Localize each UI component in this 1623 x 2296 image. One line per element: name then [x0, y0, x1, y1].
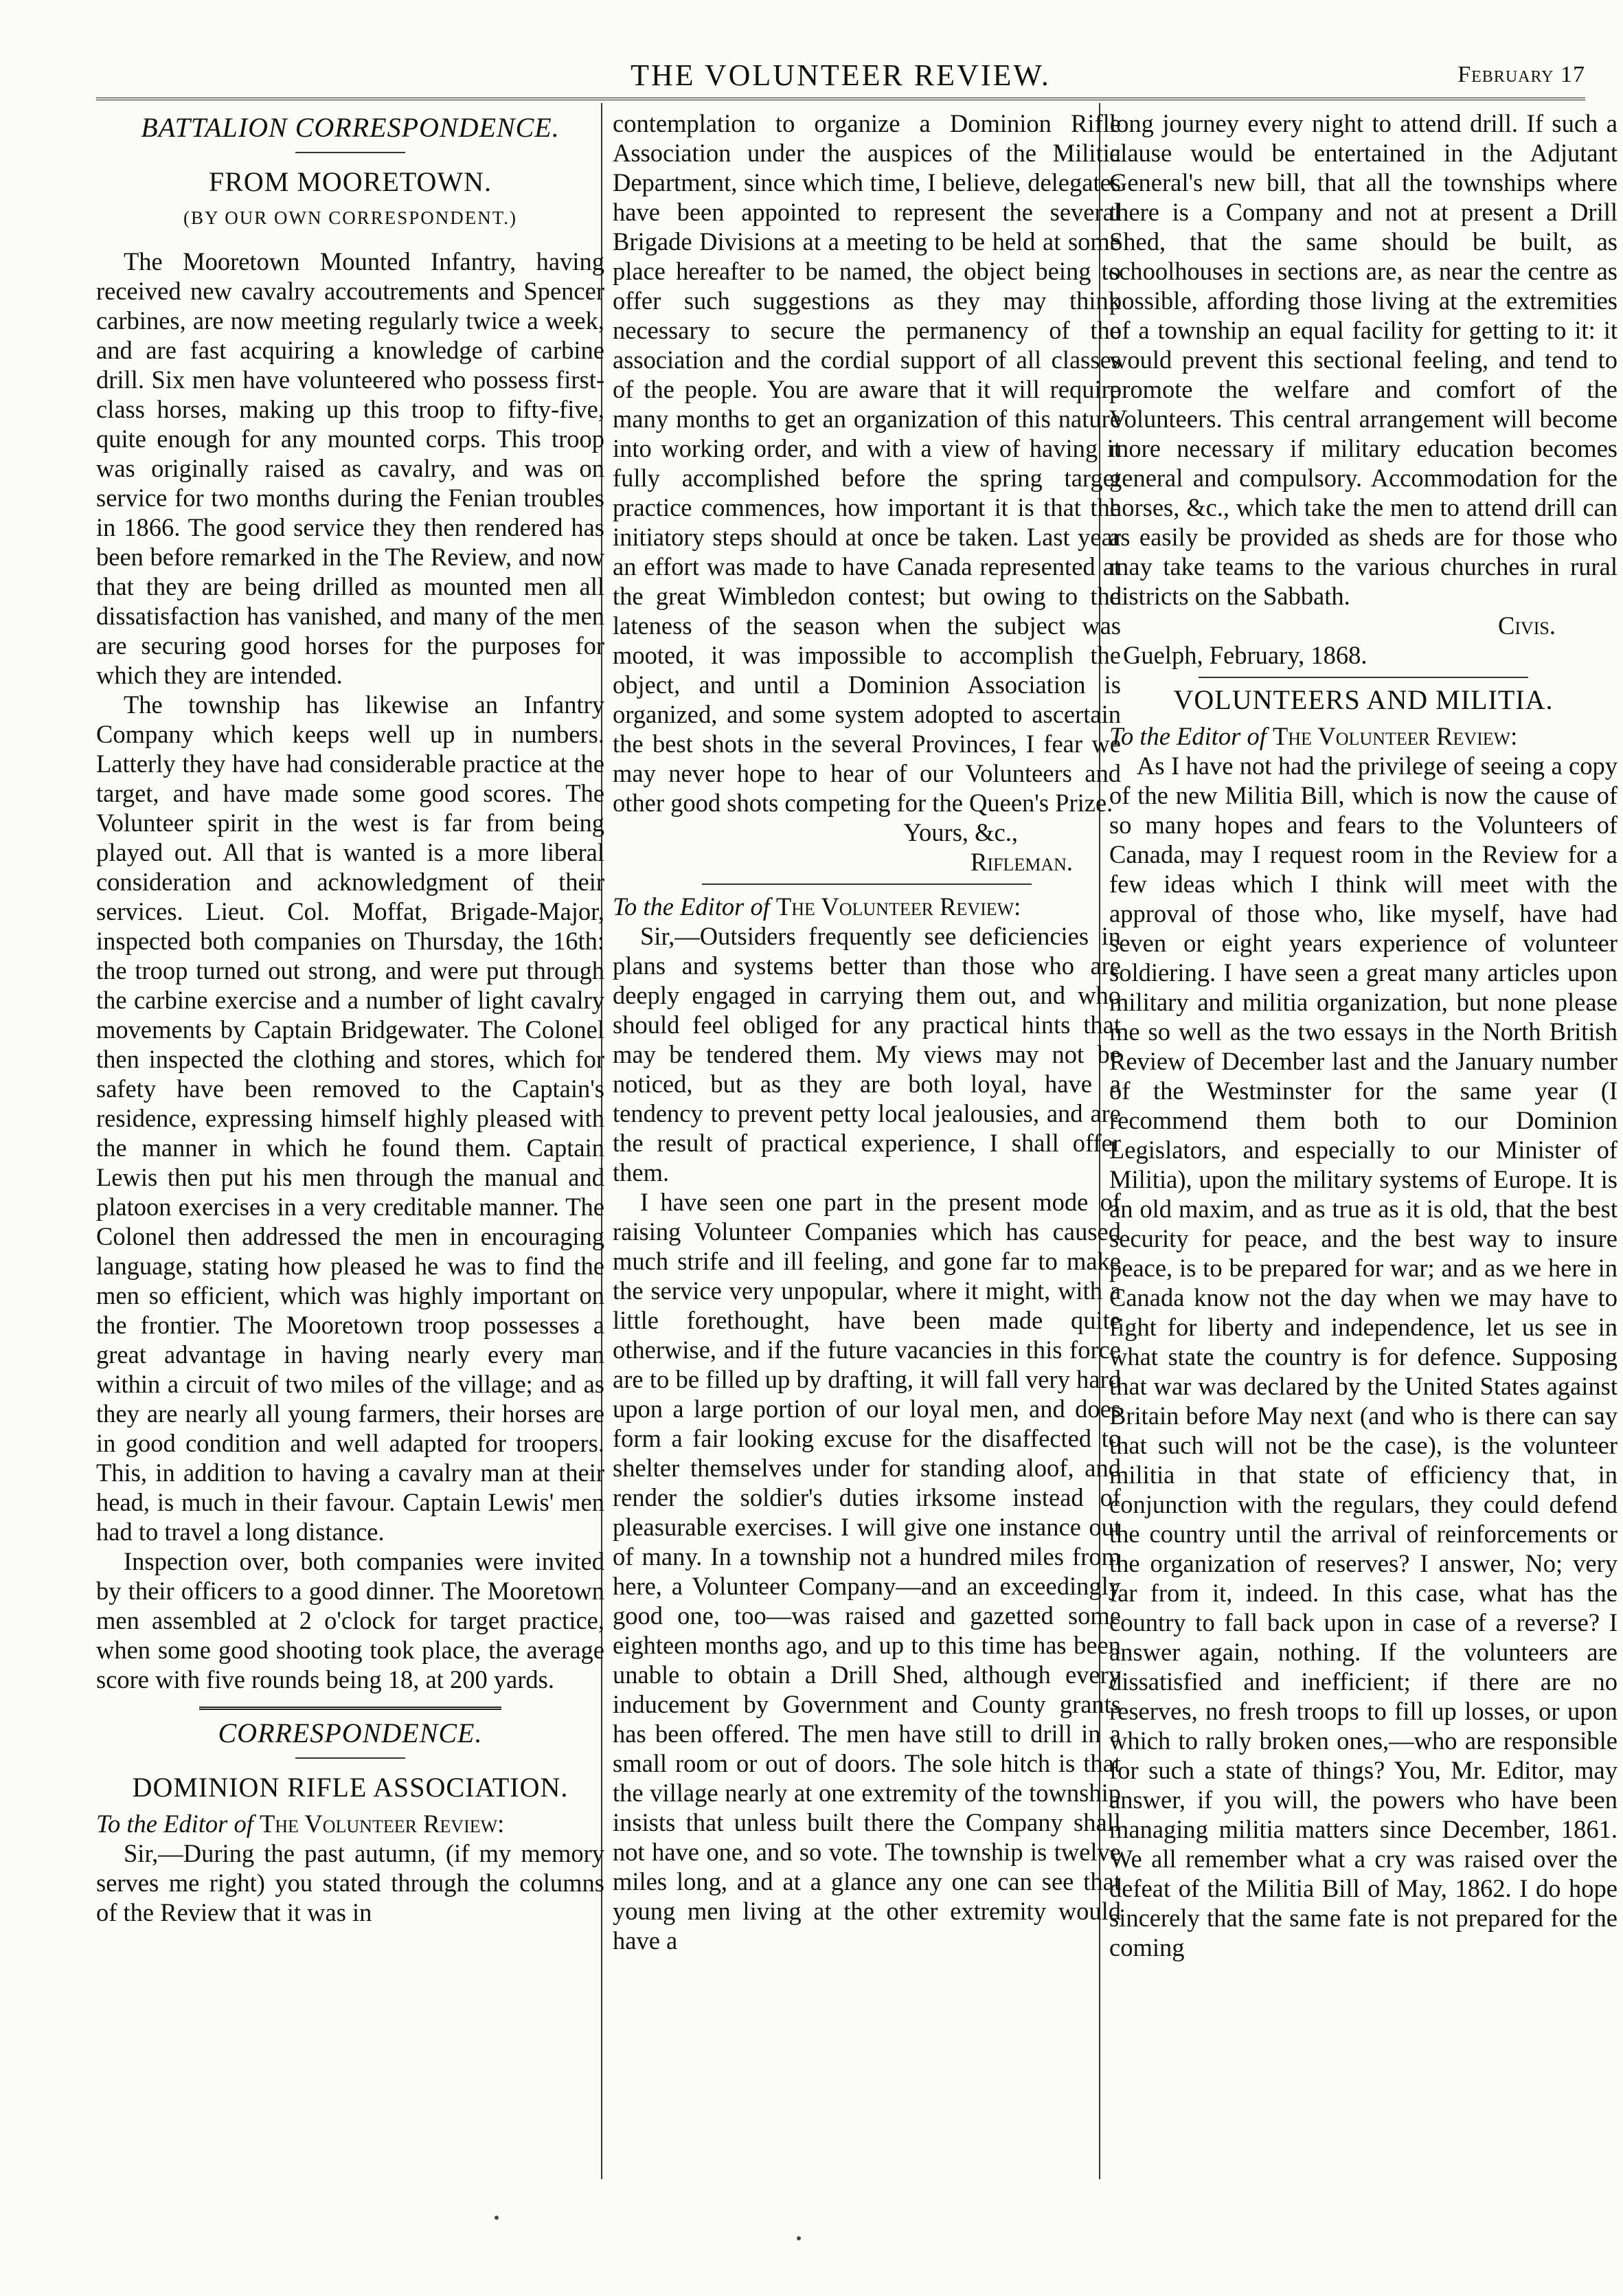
- section-divider: [199, 1707, 501, 1710]
- section-title: CORRESPONDENCE.: [218, 1718, 483, 1748]
- masthead: [96, 54, 1585, 100]
- print-speck: [797, 2236, 801, 2240]
- article-title: VOLUNTEERS AND MILITIA.: [1173, 684, 1554, 715]
- signature: Civis.: [1497, 611, 1556, 640]
- paper-name: The Volunteer Review:: [259, 1810, 505, 1838]
- issue-date: February 17: [1457, 62, 1585, 87]
- divider: [295, 1757, 405, 1759]
- letter-salutation: [613, 892, 1121, 921]
- column-1: [96, 109, 604, 2179]
- divider: [1199, 677, 1528, 678]
- divider: [295, 152, 405, 153]
- article-title: FROM MOORETOWN.: [208, 166, 492, 197]
- column-3: [1109, 109, 1618, 2179]
- divider: [702, 883, 1032, 885]
- to-editor-prefix: To the Editor of: [613, 892, 770, 921]
- letter-salutation: [1109, 721, 1618, 751]
- letter-salutation: [96, 1809, 604, 1838]
- to-editor-prefix: To the Editor of: [96, 1810, 253, 1838]
- paper-name: The Volunteer Review:: [1272, 722, 1518, 750]
- paper-name: The Volunteer Review:: [775, 892, 1021, 921]
- paragraph: contemplation to organize a Dominion Rifle Association under the auspices of the Militia Department, since which time, I believe, delegates have been appointed to represent the several Brigade Divisions at a meeting to be held at some place hereafter to be named, the object being to offer such suggestions as they may think necessary to secure the permanency of the association and the cordial support of all classes of the people. You are aware that it will require many months to get an organization of this nature into working order, and with a view of having it fully accomplished before the spring target practice commences, how important it is that the initiatory steps should at once be taken. Last year an effort was made to have Canada represented at the great Wimbledon contest; but owing to the lateness of the season when the subject was mooted, it was impossible to accomplish the object, and until a Dominion Association is organized, and some system adopted to ascertain the best shots in the several Provinces, I fear we may never hope to hear of our Volunteers and other good shots competing for the Queen's Prize.: [613, 109, 1121, 817]
- paragraph: long journey every night to attend drill. If such a clause would be entertained in the Adjutant General's new bill, that all the townships where there is a Company and not at present a Drill Shed, that the same should be built, as schoolhouses in sections are, as near the centre as possible, affording those living at the extremities of a township an equal facility for getting to it: it would prevent this sectional feeling, and tend to promote the welfare and comfort of the Volunteers. This central arrangement will become more necessary if military education becomes general and compulsory. Accommodation for the horses, &c., which take the men to attend drill can as easily be provided as sheds are for those who may take teams to the various churches in rural districts on the Sabbath.: [1109, 109, 1618, 610]
- signature: Rifleman.: [970, 848, 1073, 876]
- article-title: DOMINION RIFLE ASSOCIATION.: [132, 1772, 569, 1803]
- paragraph: Inspection over, both companies were invited by their officers to a good dinner. The Mooretown men assembled at 2 o'clock for target practice, when some good shooting took place, the average score with five rounds being 18, at 200 yards.: [96, 1547, 604, 1693]
- paragraph: The township has likewise an Infantry Company which keeps well up in numbers. Latterly they have had considerable practice at the target, and have made some good scores. The Volunteer spirit in the west is far from being played out. All that is wanted is a more liberal consideration and acknowledgment of their services. Lieut. Col. Moffat, Brigade-Major, inspected both companies on Thursday, the 16th: the troop turned out strong, and were put through the carbine exercise and a number of light cavalry movements by Captain Bridgewater. The Colonel then inspected the clothing and stores, which for safety have been removed to the Captain's residence, expressing himself highly pleased with the manner in which he found them. Captain Lewis then put his men through the manual and platoon exercises in a very creditable manner. The Colonel then addressed the men in encouraging language, stating how pleased he was to find the men so efficient, which was highly important on the frontier. The Mooretown troop possesses a great advantage in having nearly every man within a circuit of two miles of the village; and as they are nearly all young farmers, their horses are in good condition and well adapted for troopers. This, in addition to having a cavalry man at their head, is much in their favour. Captain Lewis' men had to travel a long distance.: [96, 690, 604, 1546]
- byline: (BY OUR OWN CORRESPONDENT.): [183, 207, 517, 228]
- paragraph: Sir,—During the past autumn, (if my memory serves me right) you stated through the columns of the Review that it was in: [96, 1839, 604, 1926]
- column-2: [613, 109, 1121, 2179]
- print-speck: [495, 2216, 499, 2220]
- paragraph: Sir,—Outsiders frequently see deficiencies in plans and systems better than those who are deeply engaged in carrying them out, and who should feel obliged for any practical hints that may be tendered them. My views may not be noticed, but as they are both loyal, have a tendency to prevent petty local jealousies, and are the result of practical experience, I shall offer them.: [613, 922, 1121, 1186]
- newspaper-title: THE VOLUNTEER REVIEW.: [631, 58, 1051, 92]
- to-editor-prefix: To the Editor of: [1109, 722, 1267, 750]
- paragraph: As I have not had the privilege of seeing a copy of the new Militia Bill, which is now the cause of so many hopes and fears to the Volunteers of Canada, may I request room in the Review for a few ideas which I think will meet with the approval of those who, like myself, have had seven or eight years experience of volunteer soldiering. I have seen a great many articles upon military and militia organization, but none please me so well as the two essays in the North British Review of December last and the January number of the Westminster for the same year (I recommend them both to our Dominion Legislators, and especially to our Minister of Militia), upon the military systems of Europe. It is an old maxim, and as true as it is old, that the best security for peace, and the best way to insure peace, is to be prepared for war; and as we here in Canada know not the day when we may have to fight for liberty and independence, let us see in what state the country is for defence. Supposing that war was declared by the United States against Britain before May next (and who is there can say that such will not be the case), is the volunteer militia in that state of efficiency that, in conjunction with the regulars, they could defend the country until the arrival of reinforcements or the organization of reserves? I answer, No; very far from it, indeed. In this case, what has the country to fall back upon in case of a reverse? I answer again, nothing. If the volunteers are dissatisfied and inefficient; if there are no reserves, no fresh troops to fill up losses, or upon which to rally broken ones,—who are responsible for such a state of things? You, Mr. Editor, may answer, if you will, the powers who have been managing militia matters since December, 1861. We all remember what a cry was raised over the defeat of the Militia Bill of May, 1862. I do hope sincerely that the same fate is not prepared for the coming: [1109, 752, 1618, 1961]
- paragraph: The Mooretown Mounted Infantry, having received new cavalry accoutrements and Spencer carbines, are now meeting regularly twice a week, and are fast acquiring a knowledge of carbine drill. Six men have volunteered who possess first-class horses, making up this troop to fifty-five, quite enough for any mounted corps. This troop was originally raised as cavalry, and was on service for two months during the Fenian troubles in 1866. The good service they then rendered has been before remarked in the The Review, and now that they are being drilled as mounted men all dissatisfaction has vanished, and many of the men are securing good horses for the purposes for which they are intended.: [96, 247, 604, 689]
- dateline: Guelph, February, 1868.: [1123, 641, 1367, 669]
- closing: Yours, &c.,: [903, 818, 1018, 846]
- section-title: BATTALION CORRESPONDENCE.: [141, 112, 560, 143]
- paragraph: I have seen one part in the present mode of raising Volunteer Companies which has caused much strife and ill feeling, and gone far to make the service very unpopular, where it might, with a little forethought, have been made quite otherwise, and if the future vacancies in this force are to be filled up by drafting, it will fall very hard upon a large portion of our loyal men, and does form a fair looking excuse for the disaffected to shelter themselves under for standing aloof, and render the soldier's duties irksome instead of pleasurable exercises. I will give one instance out of many. In a township not a hundred miles from here, a Volunteer Company—and an exceedingly good one, too—was raised and gazetted some eighteen months ago, and up to this time has been unable to obtain a Drill Shed, although every inducement by Government and County grants has been offered. The men have still to drill in a small room or out of doors. The sole hitch is that the village nearly at one extremity of the township insists that unless built there the Company shall not have one, and so vote. The township is twelve miles long, and at a glance any one can see that young men living at the other extremity would have a: [613, 1188, 1121, 1955]
